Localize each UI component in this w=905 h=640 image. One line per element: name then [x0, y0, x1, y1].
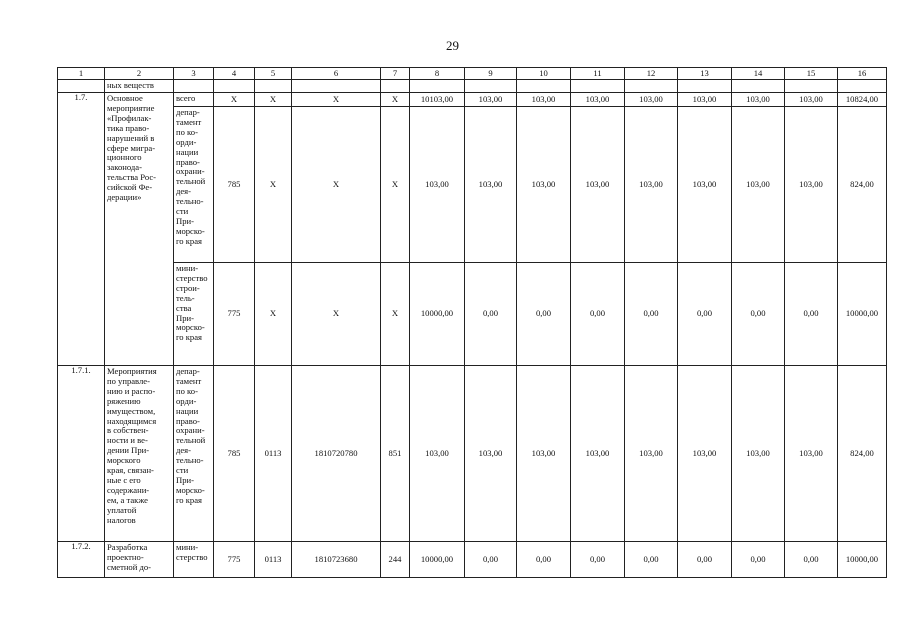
table-cell: 103,00 [571, 366, 625, 542]
table-cell [381, 80, 410, 93]
table-cell: 851 [381, 366, 410, 542]
header-cell: 9 [465, 68, 517, 80]
header-cell: 8 [410, 68, 465, 80]
header-cell: 4 [214, 68, 255, 80]
table-cell: ных веществ [105, 80, 174, 93]
table-cell: X [214, 93, 255, 107]
table-cell: X [292, 107, 381, 263]
table-cell: 0113 [255, 542, 292, 578]
table-cell: 1.7.1. [58, 366, 105, 542]
table-cell [410, 80, 465, 93]
table-cell: X [255, 107, 292, 263]
table-cell: Разработка проектно- сметной до- [105, 542, 174, 578]
table-cell: 785 [214, 107, 255, 263]
table-cell: депар- тамент по ко- орди- нации право- охрани- тельной дея- тельно- сти При- морско- го края [174, 366, 214, 542]
table-cell: 0,00 [785, 263, 838, 366]
table-row [58, 80, 887, 93]
header-cell: 7 [381, 68, 410, 80]
header-cell: 12 [625, 68, 678, 80]
table-cell: 10000,00 [838, 542, 887, 578]
table-cell: 103,00 [732, 107, 785, 263]
header-row [58, 68, 887, 80]
table-cell [838, 80, 887, 93]
table-cell: 1.7. [58, 93, 105, 366]
table-cell: 103,00 [465, 366, 517, 542]
page-number: 29 [446, 38, 459, 53]
table-cell: 10000,00 [410, 263, 465, 366]
table-cell: 103,00 [785, 107, 838, 263]
table-cell: 0,00 [732, 542, 785, 578]
table-cell: 0,00 [678, 263, 732, 366]
table-cell [517, 80, 571, 93]
table-cell: 824,00 [838, 107, 887, 263]
table-cell: 0,00 [571, 542, 625, 578]
table-cell: 103,00 [571, 107, 625, 263]
table-cell: 0,00 [465, 263, 517, 366]
table-cell: 0,00 [732, 263, 785, 366]
header-cell: 6 [292, 68, 381, 80]
header-cell: 2 [105, 68, 174, 80]
table-cell: X [292, 93, 381, 107]
table-cell: 0,00 [517, 542, 571, 578]
table-cell: X [255, 93, 292, 107]
table-cell: 103,00 [785, 93, 838, 107]
table-cell: 1810723680 [292, 542, 381, 578]
table-cell: 244 [381, 542, 410, 578]
table-cell: X [381, 107, 410, 263]
table-cell: депар- тамент по ко- орди- нации право- охрани- тельной дея- тельно- сти При- морско- го края [174, 107, 214, 263]
header-cell: 1 [58, 68, 105, 80]
header-cell: 14 [732, 68, 785, 80]
table-cell [255, 80, 292, 93]
table-cell: 103,00 [465, 107, 517, 263]
header-cell: 3 [174, 68, 214, 80]
budget-table [57, 67, 887, 578]
table-cell: X [255, 263, 292, 366]
table-cell: 775 [214, 542, 255, 578]
header-cell: 11 [571, 68, 625, 80]
table-cell: X [292, 263, 381, 366]
header-cell: 5 [255, 68, 292, 80]
table-cell: 103,00 [678, 366, 732, 542]
table-cell: мини- стерство строи- тель- ства При- морско- го края [174, 263, 214, 366]
table-cell: 103,00 [410, 366, 465, 542]
table-row [58, 366, 887, 542]
table-cell: 0,00 [625, 263, 678, 366]
table-cell: 10824,00 [838, 93, 887, 107]
table-cell: 103,00 [678, 107, 732, 263]
table-cell: 785 [214, 366, 255, 542]
table-cell: 0,00 [571, 263, 625, 366]
table-cell: 103,00 [678, 93, 732, 107]
header-cell: 13 [678, 68, 732, 80]
table-cell: Мероприятия по управле- нию и распо- ряжению имуществом, находящимся в собствен- ности и ве- дении При- морского края, связан- ные с его содержани- ем, а также уплатой налогов [105, 366, 174, 542]
table-cell [732, 80, 785, 93]
table-cell: 0113 [255, 366, 292, 542]
table-cell [174, 80, 214, 93]
table-cell [214, 80, 255, 93]
table-cell [785, 80, 838, 93]
table-cell: 0,00 [678, 542, 732, 578]
table-cell [625, 80, 678, 93]
table-cell: 103,00 [625, 93, 678, 107]
header-cell: 16 [838, 68, 887, 80]
table-cell [571, 80, 625, 93]
table-cell: мини- стерство [174, 542, 214, 578]
table-cell: 1810720780 [292, 366, 381, 542]
table-cell: 103,00 [517, 107, 571, 263]
table-cell: 775 [214, 263, 255, 366]
header-cell: 15 [785, 68, 838, 80]
table-cell: 0,00 [517, 263, 571, 366]
table-cell: 10000,00 [838, 263, 887, 366]
table-cell: 103,00 [465, 93, 517, 107]
table-cell: 103,00 [517, 366, 571, 542]
table-row [58, 107, 887, 263]
table-cell [678, 80, 732, 93]
table-cell: 103,00 [732, 93, 785, 107]
table-cell: 824,00 [838, 366, 887, 542]
table-cell: 10000,00 [410, 542, 465, 578]
table-cell: 1.7.2. [58, 542, 105, 578]
table-cell: 103,00 [410, 107, 465, 263]
table-cell: 103,00 [625, 366, 678, 542]
table-cell: X [381, 93, 410, 107]
table-row [58, 542, 887, 578]
table-cell [292, 80, 381, 93]
table-cell: 103,00 [785, 366, 838, 542]
table-row [58, 93, 887, 107]
table-cell [465, 80, 517, 93]
header-cell: 10 [517, 68, 571, 80]
table-cell: 0,00 [465, 542, 517, 578]
table-cell: всего [174, 93, 214, 107]
table-cell: 10103,00 [410, 93, 465, 107]
table-cell: 0,00 [625, 542, 678, 578]
table-cell: 103,00 [732, 366, 785, 542]
table-cell [58, 80, 105, 93]
table-cell: Основное мероприятие «Профилак- тика право- нарушений в сфере мигра- ционного законода- тельства Рос- сийской Фе- дерации» [105, 93, 174, 366]
table-cell: 103,00 [517, 93, 571, 107]
table-row [58, 263, 887, 366]
table-cell: X [381, 263, 410, 366]
table-cell: 103,00 [571, 93, 625, 107]
table-cell: 0,00 [785, 542, 838, 578]
table-cell: 103,00 [625, 107, 678, 263]
